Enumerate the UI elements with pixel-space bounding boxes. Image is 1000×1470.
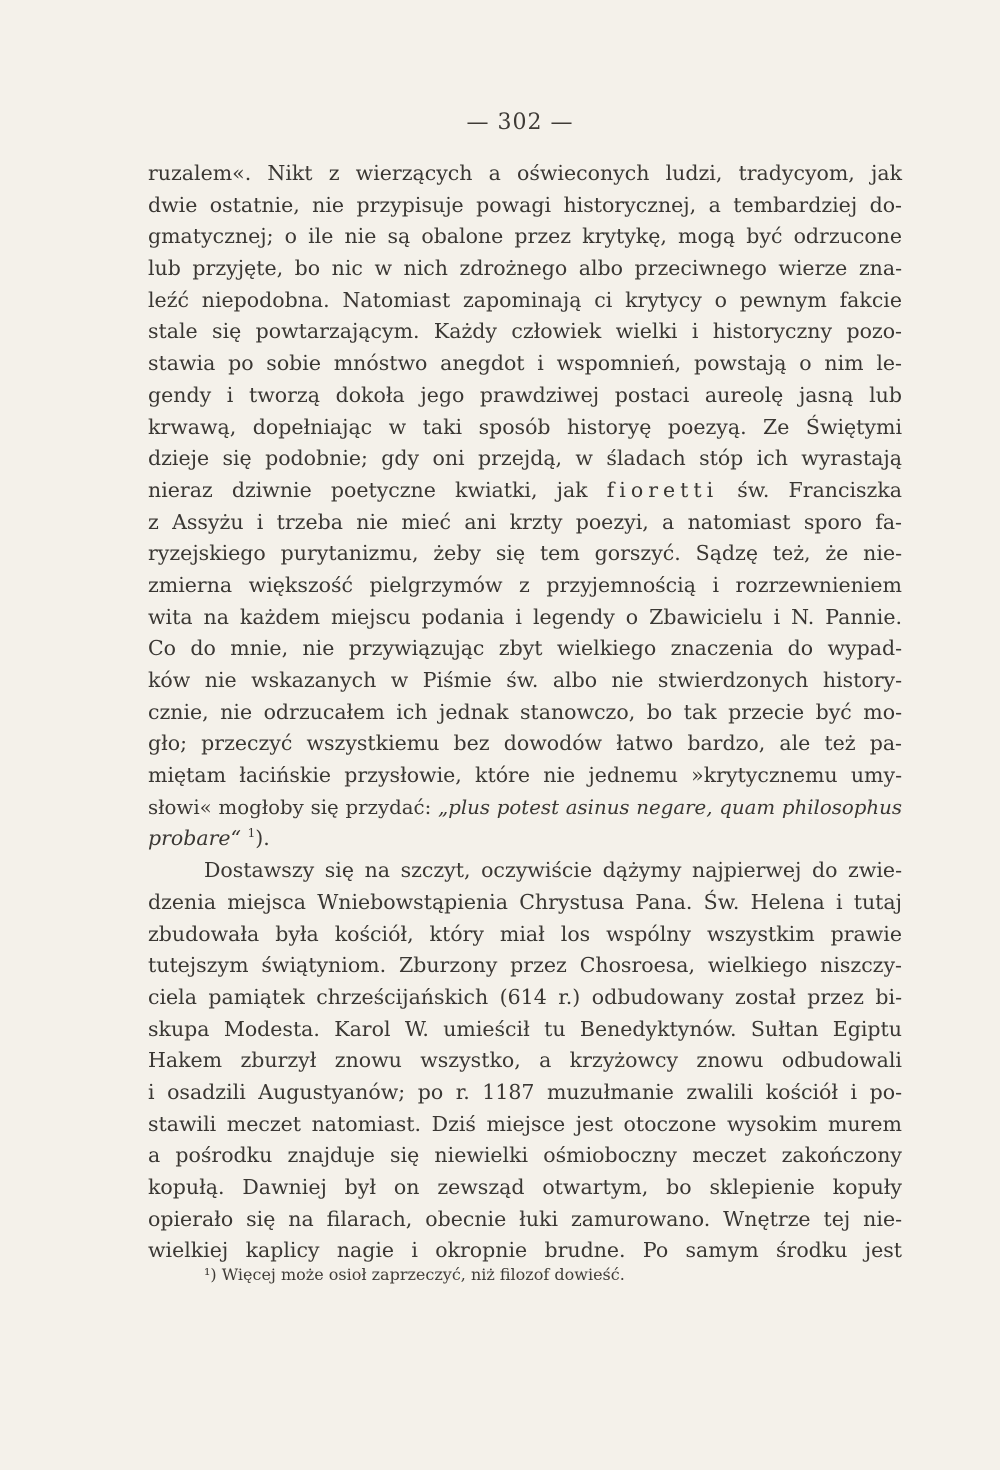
text-line: stawili meczet natomiast. Dziś miejsce jest otoczone wysokim murem bbox=[148, 1111, 902, 1136]
text-line: cznie, nie odrzucałem ich jednak stanowczo, bo tak przecie być mo- bbox=[148, 699, 902, 724]
text-line: zbudowała była kościół, który miał los wspólny wszystkim prawie bbox=[148, 921, 902, 946]
text-line: Co do mnie, nie przywiązując zbyt wielkiego znaczenia do wypad- bbox=[148, 636, 902, 661]
text-line: ciela pamiątek chrześcijańskich (614 r.) odbudowany został przez bi- bbox=[148, 984, 902, 1009]
text-line: i osadzili Augustyanów; po r. 1187 muzułmanie zwalili kościół i po- bbox=[148, 1079, 902, 1104]
text-line: wita na każdem miejscu podania i legendy o Zbawicielu i N. Pannie. bbox=[148, 604, 902, 629]
text-line: gmatycznej; o ile nie są obalone przez krytykę, mogą być odrzucone bbox=[148, 224, 902, 249]
latin-quote: probare“ bbox=[148, 826, 242, 851]
text-line: dwie ostatnie, nie przypisuje powagi historycznej, a tembardziej do- bbox=[148, 192, 902, 217]
text-line bbox=[148, 823, 902, 855]
text-line: leźć niepodobna. Natomiast zapominają ci krytycy o pewnym fakcie bbox=[148, 287, 902, 312]
text-line: ryzejskiego purytanizmu, żeby się tem gorszyć. Sądzę też, że nie- bbox=[148, 541, 902, 566]
page-number: — 302 — bbox=[466, 110, 574, 135]
text-line: dzenia miejsca Wniebowstąpienia Chrystusa Pana. Św. Helena i tutaj bbox=[148, 889, 902, 914]
text-line: gło; przeczyć wszystkiemu bez dowodów łatwo bardzo, ale też pa- bbox=[148, 731, 902, 756]
text-line: a pośrodku znajduje się niewielki ośmioboczny meczet zakończony bbox=[148, 1143, 902, 1168]
footnote-reference: 1 bbox=[247, 826, 256, 841]
footnote bbox=[204, 1264, 904, 1286]
text-line: stale się powtarzającym. Każdy człowiek wielki i historyczny pozo- bbox=[148, 319, 902, 344]
text-line: gendy i tworzą dokoła jego prawdziwej postaci aureolę jasną lub bbox=[148, 382, 902, 407]
text-line: skupa Modesta. Karol W. umieścił tu Benedyktynów. Sułtan Egiptu bbox=[148, 1016, 902, 1041]
text-line bbox=[148, 792, 902, 824]
text-line: krwawą, dopełniając w taki sposób historyę poezyą. Ze Świętymi bbox=[148, 414, 902, 439]
text-line: opierało się na filarach, obecnie łuki zamurowano. Wnętrze tej nie- bbox=[148, 1206, 902, 1231]
text-run: ). bbox=[255, 826, 270, 851]
latin-quote: „plus potest asinus negare, quam philosophus bbox=[437, 795, 902, 819]
text-line: miętam łacińskie przysłowie, które nie jednemu »krytycznemu umy- bbox=[148, 763, 902, 788]
footnote-marker: ¹) bbox=[204, 1265, 217, 1284]
text-run: słowi« mogłoby się przydać: bbox=[148, 795, 438, 819]
text-line: kopułą. Dawniej był on zewsząd otwartym, bo sklepienie kopuły bbox=[148, 1175, 902, 1199]
paragraph-first-line: Dostawszy się na szczyt, oczywiście dążymy najpierwej do zwie- bbox=[204, 858, 902, 883]
text-run: nieraz dziwnie poetyczne kwiatki, jak bbox=[148, 477, 607, 502]
text-line bbox=[148, 475, 902, 507]
text-line: Hakem zburzył znowu wszystko, a krzyżowcy znowu odbudowali bbox=[148, 1048, 902, 1073]
text-line: ruzalem«. Nikt z wierzących a oświeconych ludzi, tradycyom, jak bbox=[148, 161, 902, 185]
text-line: dzieje się podobnie; gdy oni przejdą, w śladach stóp ich wyrastają bbox=[148, 446, 902, 471]
text-line: ków nie wskazanych w Piśmie św. albo nie stwierdzonych history- bbox=[148, 668, 902, 692]
spaced-word: fioretti bbox=[606, 477, 719, 502]
text-line: stawia po sobie mnóstwo anegdot i wspomnień, powstają o nim le- bbox=[148, 351, 902, 376]
text-line: zmierna większość pielgrzymów z przyjemnością i rozrzewnieniem bbox=[148, 572, 902, 597]
text-line: tutejszym świątyniom. Zburzony przez Chosroesa, wielkiego niszczy- bbox=[148, 953, 902, 978]
text-line: z Assyżu i trzeba nie mieć ani krzty poezyi, a natomiast sporo fa- bbox=[148, 509, 902, 534]
text-line: lub przyjęte, bo nic w nich zdrożnego albo przeciwnego wierze zna- bbox=[148, 256, 902, 281]
body-text bbox=[148, 158, 902, 1267]
text-line: wielkiej kaplicy nagie i okropnie brudne. Po samym środku jest bbox=[148, 1238, 902, 1263]
footnote-text: Więcej może osioł zaprzeczyć, niż filozof dowieść. bbox=[216, 1265, 625, 1284]
text-run: św. Franciszka bbox=[718, 477, 902, 502]
